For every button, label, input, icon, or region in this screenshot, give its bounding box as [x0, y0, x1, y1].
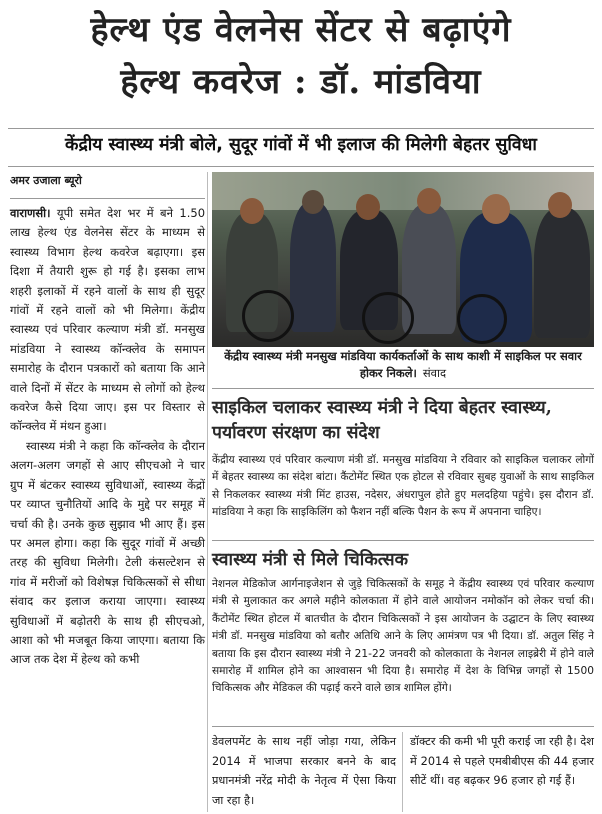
bottom-column-1: डेवलपमेंट के साथ नहीं जोड़ा गया, लेकिन 2014 में भाजपा सरकार बनने के बाद प्रधानमंत्री नरेंद्र मोदी के नेतृत्व में ऐसा किया जा रहा है। — [212, 735, 396, 807]
section-heading-doctors: स्वास्थ्य मंत्री से मिले चिकित्सक — [212, 550, 409, 570]
left-paragraph-1: यूपी समेत देश भर में बने 1.50 लाख हेल्थ एंड वेलनेस सेंटर के माध्यम से स्वास्थ्य विभाग हेल्थ कवरेज बढ़ाएगा। इस दिशा में तैयारी शुरू हो गई है। इसका लाभ शहरी इलाकों में रहने वालों के साथ ही सुदूर गांवों में रहने वालों को भी मिलेगा। केंद्रीय स्वास्थ्य एवं परिवार कल्याण मंत्री डॉ. मनसुख मांडविया ने स्वास्थ्य कॉन्क्लेव के समापन समारोह के दौरान पत्रकारों को बताया कि आने वाले दिनों में सेंटर के माध्यम से लोगों को हेल्थ कवरेज कैसे दिया जाए। इस पर विस्तार से कॉन्क्लेव में मंथन हुआ। — [10, 206, 206, 434]
divider — [212, 540, 594, 541]
left-column — [10, 204, 205, 670]
photo-credit: संवाद — [422, 366, 447, 380]
column-divider — [207, 172, 208, 812]
photo-caption — [212, 348, 594, 382]
section-body-cycling: केंद्रीय स्वास्थ्य एवं परिवार कल्याण मंत्री डॉ. मनसुख मांडविया ने रविवार को साइकिल चलाकर लोगों में बेहतर स्वास्थ्य का संदेश बांटा। कैंटोमेंट स्थित एक होटल से रविवार सुबह युवाओं के साथ साइकिल से निकलकर स्वास्थ्य मंत्री मिंट हाउस, नदेसर, अंधरापुल होते हुए मलदहिया पहुंचे। इस दौरान डॉ. मांडविया ने कहा कि साइकिलिंग को फैशन नहीं बल्कि पैशन के रूप में अपनाना चाहिए। — [212, 454, 594, 519]
news-photo — [212, 172, 594, 347]
divider — [212, 388, 594, 389]
section-heading-cycling: साइकिल चलाकर स्वास्थ्य मंत्री ने दिया बेहतर स्वास्थ्य, पर्यावरण संरक्षण का संदेश — [212, 398, 552, 443]
subheadline: केंद्रीय स्वास्थ्य मंत्री बोले, सुदूर गांवों में भी इलाज की मिलेगी बेहतर सुविधा — [65, 135, 537, 155]
byline-divider — [10, 198, 205, 199]
left-paragraph-2: स्वास्थ्य मंत्री ने कहा कि कॉन्क्लेव के दौरान अलग-अलग जगहों से आए सीएचओ ने चार ग्रुप में बंटकर स्वास्थ्य सुविधाओं, स्वास्थ्य केंद्रों पर व्याप्त चुनौतियों आदि के मुद्दे पर समूह में चर्चा की है। उनके कुछ सुझाव भी आए हैं। इस पर अमल होगा। कहा कि सुदूर गांवों में अच्छी तरह की सुविधा मिलेगी। टेली कंसल्टेशन से गांव में मरीजों को विशेषज्ञ चिकित्सकों से सीधा संवाद कर इलाज कराया जाएगा। स्वास्थ्य सुविधाओं में बढ़ोतरी के साथ ही सीएचओ, आशा को भी मजबूत किया जाएगा। बताया कि आज तक देश में हेल्थ को कभी — [10, 438, 205, 667]
photo-caption-text: केंद्रीय स्वास्थ्य मंत्री मनसुख मांडविया कार्यकर्ताओं के साथ काशी में साइकिल पर सवार होकर निकले। — [224, 349, 582, 380]
headline-line-2: हेल्थ कवरेज : डॉ. मांडविया — [120, 62, 482, 102]
byline: अमर उजाला ब्यूरो — [10, 174, 82, 187]
divider — [212, 726, 594, 727]
divider — [8, 166, 594, 167]
bottom-column-2: डॉक्टर की कमी भी पूरी कराई जा रही है। देश में 2014 से पहले एमबीबीएस की 44 हजार सीटें थीं। वह बढ़कर 96 हजार हो गई हैं। — [410, 735, 594, 787]
divider — [8, 128, 594, 129]
headline-line-1: हेल्थ एंड वेलनेस सेंटर से बढ़ाएंगे — [90, 10, 512, 50]
headline — [8, 4, 594, 108]
dateline-city: वाराणसी। — [10, 206, 51, 220]
section-body-doctors: नेशनल मेडिकोज आर्गनाइजेशन से जुड़े चिकित्सकों के समूह ने केंद्रीय स्वास्थ्य एवं परिवार कल्याण मंत्री से मुलाकात कर अगले महीने कोलकाता में होने वाले आयोजन नमोकॉन को लेकर चर्चा की। कैंटोमेंट स्थित होटल में बातचीत के दौरान चिकित्सकों ने इस आयोजन के उद्घाटन के लिए स्वास्थ्य मंत्री डॉ. मनसुख मांडविया को बतौर अतिथि आने के लिए आमंत्रण पत्र भी दिया। डॉ. अतुल सिंह ने बताया कि इस दौरान स्वास्थ्य मंत्री ने 21-22 जनवरी को कोलकाता के नेशनल लाइब्रेरी में होने वाले समारोह में शामिल होने का आश्वासन भी दिया है। समारोह में देश के विभिन्न जगहों से 1500 चिकित्सक और मेडिकल की पढ़ाई करने वाले छात्र शामिल होंगे। — [212, 578, 594, 695]
column-divider — [402, 732, 403, 812]
